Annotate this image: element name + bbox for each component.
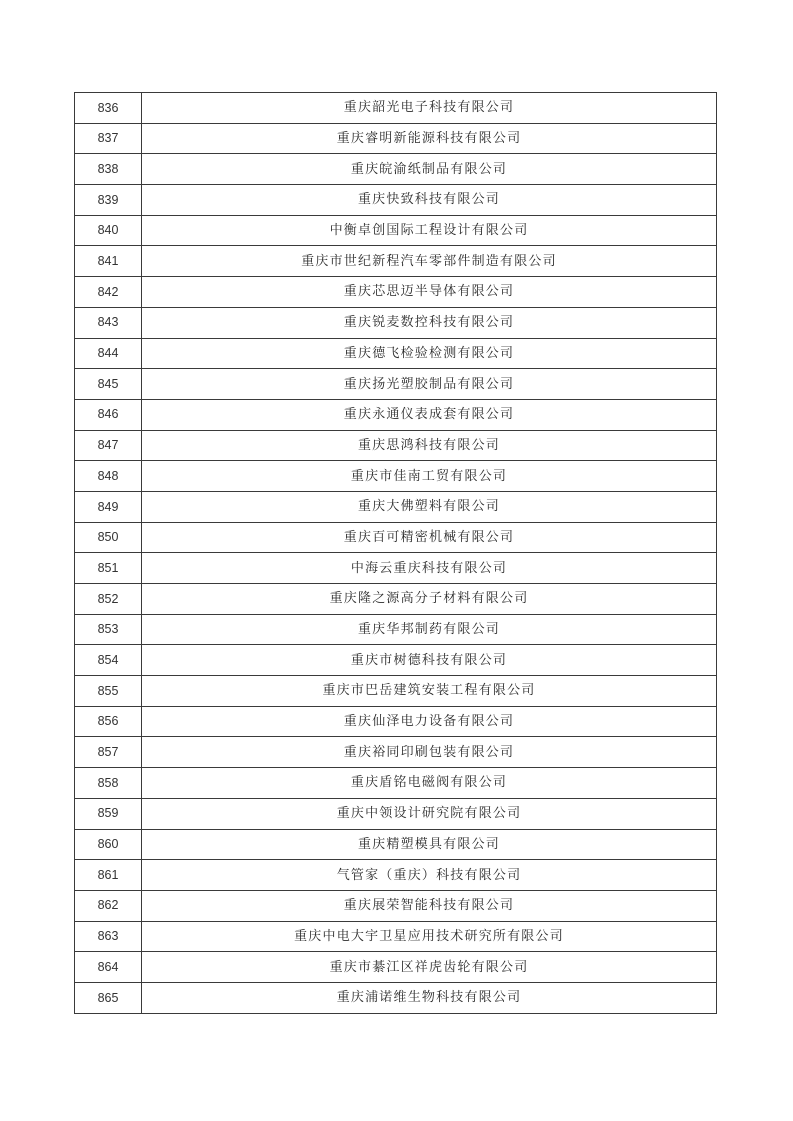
company-name-cell: 重庆思鸿科技有限公司 [142,430,717,461]
table-row [75,430,717,461]
company-name-cell: 重庆中电大宇卫星应用技术研究所有限公司 [142,921,717,952]
table-row [75,890,717,921]
table-row [75,215,717,246]
company-name-cell: 重庆大佛塑料有限公司 [142,491,717,522]
row-number-cell: 853 [75,614,142,645]
table-row [75,553,717,584]
table-row [75,185,717,216]
company-name-cell: 气管家（重庆）科技有限公司 [142,860,717,891]
row-number-cell: 840 [75,215,142,246]
row-number-cell: 862 [75,890,142,921]
table-row [75,952,717,983]
table-row [75,829,717,860]
company-name-cell: 重庆市树德科技有限公司 [142,645,717,676]
row-number-cell: 846 [75,399,142,430]
table-row [75,93,717,124]
table-row [75,737,717,768]
company-name-cell: 重庆快致科技有限公司 [142,185,717,216]
table-body [75,93,717,1014]
row-number-cell: 839 [75,185,142,216]
table-row [75,614,717,645]
row-number-cell: 843 [75,307,142,338]
row-number-cell: 851 [75,553,142,584]
company-name-cell: 重庆裕同印刷包装有限公司 [142,737,717,768]
row-number-cell: 865 [75,982,142,1013]
company-name-cell: 重庆永通仪表成套有限公司 [142,399,717,430]
table-row [75,491,717,522]
company-name-cell: 重庆展荣智能科技有限公司 [142,890,717,921]
company-name-cell: 重庆百可精密机械有限公司 [142,522,717,553]
company-name-cell: 重庆华邦制药有限公司 [142,614,717,645]
row-number-cell: 863 [75,921,142,952]
table-row [75,921,717,952]
company-name-cell: 重庆隆之源高分子材料有限公司 [142,584,717,615]
table-row [75,645,717,676]
table-row [75,676,717,707]
company-name-cell: 重庆皖渝纸制品有限公司 [142,154,717,185]
row-number-cell: 852 [75,584,142,615]
company-name-cell: 重庆扬光塑胶制品有限公司 [142,369,717,400]
company-name-cell: 重庆芯思迈半导体有限公司 [142,277,717,308]
row-number-cell: 857 [75,737,142,768]
company-name-cell: 重庆德飞检验检测有限公司 [142,338,717,369]
company-name-cell: 重庆市世纪新程汽车零部件制造有限公司 [142,246,717,277]
company-name-cell: 重庆市綦江区祥虎齿轮有限公司 [142,952,717,983]
table-row [75,706,717,737]
company-name-cell: 中衡卓创国际工程设计有限公司 [142,215,717,246]
table-row [75,338,717,369]
table-row [75,982,717,1013]
table-row [75,461,717,492]
table-row [75,307,717,338]
table-row [75,522,717,553]
table-row [75,584,717,615]
table-row [75,768,717,799]
row-number-cell: 864 [75,952,142,983]
row-number-cell: 858 [75,768,142,799]
row-number-cell: 860 [75,829,142,860]
table-row [75,277,717,308]
table-row [75,123,717,154]
table-row [75,369,717,400]
row-number-cell: 836 [75,93,142,124]
row-number-cell: 859 [75,798,142,829]
company-name-cell: 重庆韶光电子科技有限公司 [142,93,717,124]
company-name-cell: 重庆市巴岳建筑安装工程有限公司 [142,676,717,707]
row-number-cell: 850 [75,522,142,553]
table-row [75,246,717,277]
row-number-cell: 841 [75,246,142,277]
row-number-cell: 861 [75,860,142,891]
row-number-cell: 854 [75,645,142,676]
company-name-cell: 重庆市佳南工贸有限公司 [142,461,717,492]
company-list-table [74,92,717,1014]
company-name-cell: 重庆精塑模具有限公司 [142,829,717,860]
row-number-cell: 842 [75,277,142,308]
table-row [75,154,717,185]
row-number-cell: 848 [75,461,142,492]
company-name-cell: 重庆中领设计研究院有限公司 [142,798,717,829]
table-row [75,798,717,829]
row-number-cell: 837 [75,123,142,154]
table-row [75,860,717,891]
company-name-cell: 重庆盾铭电磁阀有限公司 [142,768,717,799]
row-number-cell: 855 [75,676,142,707]
company-name-cell: 重庆浦诺维生物科技有限公司 [142,982,717,1013]
row-number-cell: 856 [75,706,142,737]
company-name-cell: 重庆仙泽电力设备有限公司 [142,706,717,737]
row-number-cell: 847 [75,430,142,461]
row-number-cell: 838 [75,154,142,185]
company-name-cell: 中海云重庆科技有限公司 [142,553,717,584]
row-number-cell: 844 [75,338,142,369]
table-row [75,399,717,430]
row-number-cell: 845 [75,369,142,400]
company-name-cell: 重庆睿明新能源科技有限公司 [142,123,717,154]
company-name-cell: 重庆锐麦数控科技有限公司 [142,307,717,338]
row-number-cell: 849 [75,491,142,522]
